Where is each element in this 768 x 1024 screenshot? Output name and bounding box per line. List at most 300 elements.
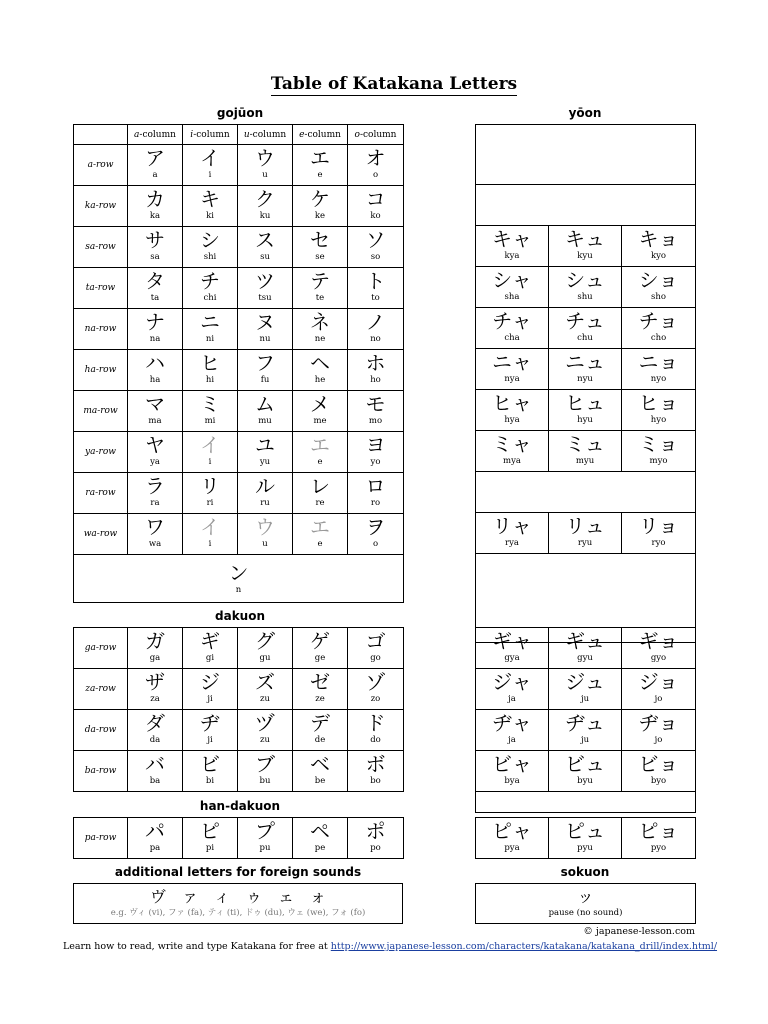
romaji-label: sa	[150, 252, 160, 262]
kana-glyph: モ	[365, 392, 386, 416]
kana-glyph: デ	[310, 711, 330, 735]
kana-cell	[476, 628, 549, 669]
kana-glyph: ガ	[145, 629, 165, 653]
romaji-label: be	[314, 776, 326, 786]
kana-glyph: チャ	[492, 309, 532, 333]
kana-glyph: ヂョ	[638, 711, 679, 735]
romaji-label: cho	[650, 333, 667, 343]
kana-cell	[183, 669, 238, 710]
romaji-label: su	[260, 252, 270, 262]
romaji-label: po	[370, 843, 381, 853]
romaji-label: ha	[149, 375, 161, 385]
romaji-label: gi	[205, 653, 215, 663]
kana-glyph: エ	[310, 515, 330, 539]
kana-glyph: ヂ	[200, 711, 220, 735]
romaji-label: fu	[260, 375, 270, 385]
kana-glyph: ブ	[255, 752, 275, 776]
table-row	[476, 431, 696, 472]
kana-cell	[183, 628, 238, 669]
table-row	[476, 226, 696, 267]
kana-cell	[183, 227, 238, 268]
footer	[60, 941, 720, 952]
romaji-label: zo	[370, 694, 381, 704]
romaji-label: mi	[204, 416, 216, 426]
romaji-label: kya	[504, 251, 520, 261]
kana-glyph: オ	[365, 146, 386, 170]
kana-glyph: ツ	[255, 269, 275, 293]
kana-cell	[622, 349, 696, 390]
kana-glyph: ミ	[200, 392, 220, 416]
kana-cell	[549, 751, 622, 792]
kana-cell	[348, 669, 404, 710]
romaji-label: go	[370, 653, 381, 663]
kana-glyph: ピョ	[638, 819, 679, 843]
romaji-label: re	[315, 498, 325, 508]
romaji-label: myu	[575, 456, 595, 466]
kana-cell	[549, 431, 622, 472]
kana-cell	[128, 391, 183, 432]
romaji-label: cha	[504, 333, 520, 343]
romaji-label: za	[150, 694, 160, 704]
romaji-label: bu	[259, 776, 271, 786]
romaji-label: ra	[150, 498, 160, 508]
table-row	[74, 473, 404, 514]
kana-cell	[128, 628, 183, 669]
kana-cell	[348, 432, 404, 473]
yoon-empty-row	[476, 125, 696, 185]
romaji-label: byo	[650, 776, 667, 786]
kana-glyph: ト	[365, 269, 386, 293]
romaji-label: nu	[259, 334, 271, 344]
kana-glyph: イ	[200, 433, 220, 457]
romaji-label: ru	[260, 498, 270, 508]
yoon-heading: yōon	[568, 106, 602, 120]
kana-cell	[238, 751, 293, 792]
kana-cell	[128, 145, 183, 186]
table-row	[476, 349, 696, 390]
sokuon-heading: sokuon	[560, 865, 610, 879]
kana-cell	[183, 710, 238, 751]
romaji-label: he	[314, 375, 326, 385]
kana-cell	[293, 669, 348, 710]
kana-glyph: ニャ	[492, 350, 532, 374]
kana-glyph: ニュ	[565, 350, 605, 374]
romaji-label: jo	[654, 735, 663, 745]
kana-glyph: ヒ	[200, 351, 220, 375]
kana-glyph: ピュ	[565, 819, 605, 843]
kana-cell	[238, 309, 293, 350]
romaji-label: ba	[149, 776, 161, 786]
kana-glyph: マ	[145, 392, 165, 416]
romaji-label: zu	[260, 694, 270, 704]
kana-cell	[293, 350, 348, 391]
kana-glyph: チュ	[565, 309, 605, 333]
kana-glyph: テ	[310, 269, 330, 293]
kana-cell	[476, 390, 549, 431]
kana-cell	[622, 751, 696, 792]
romaji-label: myo	[649, 456, 668, 466]
dakuon-table	[73, 627, 404, 792]
kana-cell	[622, 308, 696, 349]
row-label: sa-row	[74, 227, 128, 268]
romaji-label: ji	[207, 694, 213, 704]
kana-glyph: ギ	[200, 629, 220, 653]
kana-glyph: エ	[310, 146, 330, 170]
romaji-label: gya	[504, 653, 520, 663]
kana-cell	[622, 818, 696, 859]
kana-cell	[549, 669, 622, 710]
romaji-label: yo	[370, 457, 381, 467]
kana-glyph: ピャ	[492, 819, 532, 843]
yoon-empty-row	[476, 185, 696, 226]
sokuon-kana: ッ	[577, 887, 594, 906]
kana-glyph: ミョ	[638, 432, 679, 456]
kana-glyph: ゾ	[365, 670, 386, 694]
kana-glyph: ビャ	[492, 752, 532, 776]
kana-glyph: パ	[145, 819, 165, 843]
table-row	[74, 514, 404, 555]
kana-glyph: ス	[255, 228, 275, 252]
romaji-label: pyo	[650, 843, 667, 853]
kana-glyph: ヨ	[365, 433, 386, 457]
kana-glyph: ヤ	[145, 433, 165, 457]
kana-glyph: ペ	[310, 819, 330, 843]
kana-cell	[293, 818, 348, 859]
kana-cell	[476, 267, 549, 308]
romaji-label: ze	[315, 694, 325, 704]
kana-cell	[293, 268, 348, 309]
kana-glyph: ザ	[145, 670, 165, 694]
kana-cell	[549, 628, 622, 669]
kana-cell	[238, 710, 293, 751]
kana-glyph: グ	[255, 629, 275, 653]
kana-cell	[293, 514, 348, 555]
kana-cell	[348, 145, 404, 186]
kana-glyph: ヘ	[310, 351, 330, 375]
copyright: © japanese-lesson.com	[583, 926, 695, 937]
gojuon-heading: gojūon	[216, 106, 264, 120]
kana-glyph: ラ	[145, 474, 165, 498]
page-title: Table of Katakana Letters	[270, 74, 518, 94]
table-row	[74, 350, 404, 391]
kana-glyph: カ	[145, 187, 165, 211]
kana-cell	[476, 513, 549, 554]
kana-glyph: ケ	[310, 187, 330, 211]
romaji-label: pa	[149, 843, 161, 853]
romaji-label: mya	[503, 456, 521, 466]
kana-cell	[348, 514, 404, 555]
kana-glyph: ハ	[145, 351, 165, 375]
kana-cell	[622, 267, 696, 308]
romaji-label: me	[313, 416, 327, 426]
kana-cell	[622, 628, 696, 669]
kana-cell	[622, 431, 696, 472]
kana-glyph: ヲ	[365, 515, 386, 539]
kana-cell	[293, 710, 348, 751]
kana-cell	[622, 669, 696, 710]
romaji-label: u	[262, 170, 268, 180]
kana-cell	[293, 751, 348, 792]
table-row	[476, 818, 696, 859]
kana-cell	[238, 350, 293, 391]
kana-glyph: メ	[310, 392, 330, 416]
header-corner	[74, 125, 128, 145]
row-label: ra-row	[74, 473, 128, 514]
romaji-label: gyu	[577, 653, 593, 663]
kana-cell	[622, 710, 696, 751]
kana-cell	[348, 391, 404, 432]
kana-glyph: エ	[310, 433, 330, 457]
additional-letters-box	[73, 883, 403, 924]
row-label: ga-row	[74, 628, 128, 669]
kana-cell	[293, 391, 348, 432]
kana-cell	[238, 268, 293, 309]
table-row	[74, 227, 404, 268]
romaji-label: mo	[368, 416, 383, 426]
kana-cell	[293, 473, 348, 514]
kana-glyph: キャ	[492, 227, 532, 251]
romaji-label: kyu	[577, 251, 593, 261]
n-cell	[74, 555, 404, 603]
romaji-label: byu	[577, 776, 593, 786]
kana-glyph: ミュ	[565, 432, 605, 456]
romaji-label: pyu	[577, 843, 593, 853]
kana-cell	[293, 628, 348, 669]
kana-glyph: ヒャ	[492, 391, 532, 415]
romaji-label: jo	[654, 694, 663, 704]
kana-glyph: ジャ	[492, 670, 532, 694]
kana-cell	[238, 669, 293, 710]
kana-cell	[622, 513, 696, 554]
handakuon-table	[73, 817, 404, 859]
romaji-label: i	[208, 170, 212, 180]
kana-cell	[348, 350, 404, 391]
footer-link[interactable]: http://www.japanese-lesson.com/characters/katakana/katakana_drill/index.html/	[330, 941, 718, 952]
yoon-table	[475, 124, 696, 643]
kana-cell	[549, 818, 622, 859]
romaji-label: ke	[314, 211, 326, 221]
romaji-label: ki	[206, 211, 214, 221]
kana-cell	[128, 227, 183, 268]
romaji-label: tsu	[258, 293, 272, 303]
kana-glyph: ギャ	[492, 629, 532, 653]
table-row	[476, 267, 696, 308]
kana-glyph: タ	[145, 269, 165, 293]
kana-cell	[238, 391, 293, 432]
table-row	[476, 308, 696, 349]
kana-glyph: イ	[200, 146, 220, 170]
kana-glyph: ヒョ	[638, 391, 679, 415]
table-row	[74, 628, 404, 669]
row-label: da-row	[74, 710, 128, 751]
romaji-label: o	[372, 539, 379, 549]
kana-glyph: キョ	[638, 227, 679, 251]
kana-glyph: フ	[255, 351, 275, 375]
romaji-label: ge	[314, 653, 326, 663]
romaji-label: rya	[505, 538, 519, 548]
romaji-label: so	[370, 252, 381, 262]
table-row	[74, 186, 404, 227]
kana-glyph: チ	[200, 269, 220, 293]
kana-glyph: ノ	[365, 310, 386, 334]
romaji-label: e	[317, 457, 323, 467]
table-row	[74, 309, 404, 350]
additional-letters: ヴ ァ ィ ゥ ェ ォ	[149, 887, 326, 906]
kana-cell	[238, 818, 293, 859]
romaji-label: hya	[504, 415, 520, 425]
handakuon-yoon-table	[475, 817, 696, 859]
kana-glyph: シュ	[565, 268, 605, 292]
romaji-label: nyo	[650, 374, 667, 384]
romaji-label: ma	[148, 416, 162, 426]
kana-glyph: ベ	[310, 752, 330, 776]
kana-glyph: ゴ	[365, 629, 386, 653]
romaji-label: o	[372, 170, 379, 180]
kana-cell	[549, 710, 622, 751]
romaji-label: ja	[508, 694, 516, 704]
column-header: i-column	[183, 125, 238, 145]
kana-cell	[348, 186, 404, 227]
sokuon-note: pause (no sound)	[548, 908, 623, 918]
row-label: ma-row	[74, 391, 128, 432]
table-row	[74, 751, 404, 792]
romaji-label: shi	[203, 252, 217, 262]
column-header: a-column	[128, 125, 183, 145]
kana-glyph: セ	[310, 228, 330, 252]
kana-cell	[476, 669, 549, 710]
romaji-label: ni	[205, 334, 215, 344]
kana-cell	[549, 349, 622, 390]
kana-cell	[622, 390, 696, 431]
gojuon-table	[73, 124, 404, 603]
kana-cell	[549, 308, 622, 349]
kana-cell	[128, 669, 183, 710]
kana-cell	[348, 818, 404, 859]
kana-glyph: チョ	[638, 309, 679, 333]
kana-glyph: シャ	[492, 268, 532, 292]
row-label: a-row	[74, 145, 128, 186]
kana-glyph: リュ	[565, 514, 605, 538]
kana-cell	[238, 186, 293, 227]
romaji-label: i	[208, 539, 212, 549]
romaji-label: a	[152, 170, 158, 180]
kana-glyph: ジュ	[565, 670, 605, 694]
romaji-label: e	[317, 170, 323, 180]
kana-glyph: ロ	[365, 474, 386, 498]
kana-glyph: リ	[200, 474, 220, 498]
kana-glyph: ニ	[200, 310, 220, 334]
kana-cell	[476, 349, 549, 390]
romaji-label: chi	[203, 293, 217, 303]
kana-cell	[238, 473, 293, 514]
kana-cell	[183, 268, 238, 309]
romaji-label: bo	[370, 776, 381, 786]
kana-cell	[348, 309, 404, 350]
kana-cell	[128, 350, 183, 391]
kana-cell	[238, 432, 293, 473]
romaji-label: i	[208, 457, 212, 467]
kana-cell	[183, 751, 238, 792]
kana-cell	[128, 710, 183, 751]
romaji-label: hi	[205, 375, 215, 385]
row-label: ba-row	[74, 751, 128, 792]
kana-cell	[128, 309, 183, 350]
table-row	[74, 391, 404, 432]
table-row	[476, 628, 696, 669]
romaji-label: ku	[259, 211, 271, 221]
kana-glyph: ポ	[365, 819, 386, 843]
table-row	[476, 710, 696, 751]
kana-glyph: ヂュ	[565, 711, 605, 735]
kana-glyph: ヂャ	[492, 711, 532, 735]
romaji-label: u	[262, 539, 268, 549]
kana-glyph: リャ	[492, 514, 532, 538]
row-label: wa-row	[74, 514, 128, 555]
kana-glyph: ナ	[145, 310, 165, 334]
row-label: pa-row	[74, 818, 128, 859]
romaji-label: ro	[370, 498, 381, 508]
kana-cell	[183, 818, 238, 859]
kana-glyph: ヅ	[255, 711, 275, 735]
kana-cell	[549, 226, 622, 267]
romaji-label: ga	[149, 653, 161, 663]
kana-cell	[238, 145, 293, 186]
sokuon-box	[475, 883, 696, 924]
romaji-label: shu	[577, 292, 593, 302]
romaji-label: ryo	[651, 538, 666, 548]
column-header: o-column	[348, 125, 404, 145]
romaji-label: hyu	[577, 415, 593, 425]
kana-glyph: ユ	[255, 433, 275, 457]
romaji-label: zu	[260, 735, 270, 745]
kana-cell	[128, 432, 183, 473]
romaji-label: na	[149, 334, 161, 344]
kana-cell	[348, 710, 404, 751]
romaji-label: ja	[508, 735, 516, 745]
kana-glyph: ヒュ	[565, 391, 605, 415]
kana-glyph: キ	[200, 187, 220, 211]
kana-glyph: ニョ	[638, 350, 679, 374]
kana-glyph: コ	[365, 187, 386, 211]
kana-cell	[128, 818, 183, 859]
table-row	[476, 390, 696, 431]
kana-cell	[549, 390, 622, 431]
romaji-label: bi	[205, 776, 215, 786]
row-label: na-row	[74, 309, 128, 350]
kana-cell	[293, 145, 348, 186]
romaji-label: da	[149, 735, 161, 745]
kana-glyph: ウ	[255, 515, 275, 539]
table-row	[74, 710, 404, 751]
romaji-label: ya	[150, 457, 160, 467]
romaji-label: pya	[504, 843, 520, 853]
kana-glyph: ク	[255, 187, 275, 211]
romaji-label: se	[315, 252, 325, 262]
kana-glyph: ビョ	[638, 752, 679, 776]
kana-glyph: ダ	[145, 711, 165, 735]
kana-cell	[622, 226, 696, 267]
romaji-label: ho	[370, 375, 381, 385]
kana-glyph: キュ	[565, 227, 605, 251]
romaji-label: chu	[577, 333, 593, 343]
romaji-label: nyu	[577, 374, 593, 384]
kana-cell	[183, 514, 238, 555]
romaji-label: ri	[206, 498, 214, 508]
kana-cell	[183, 432, 238, 473]
table-row	[74, 145, 404, 186]
table-row	[74, 268, 404, 309]
romaji-label: kyo	[650, 251, 667, 261]
